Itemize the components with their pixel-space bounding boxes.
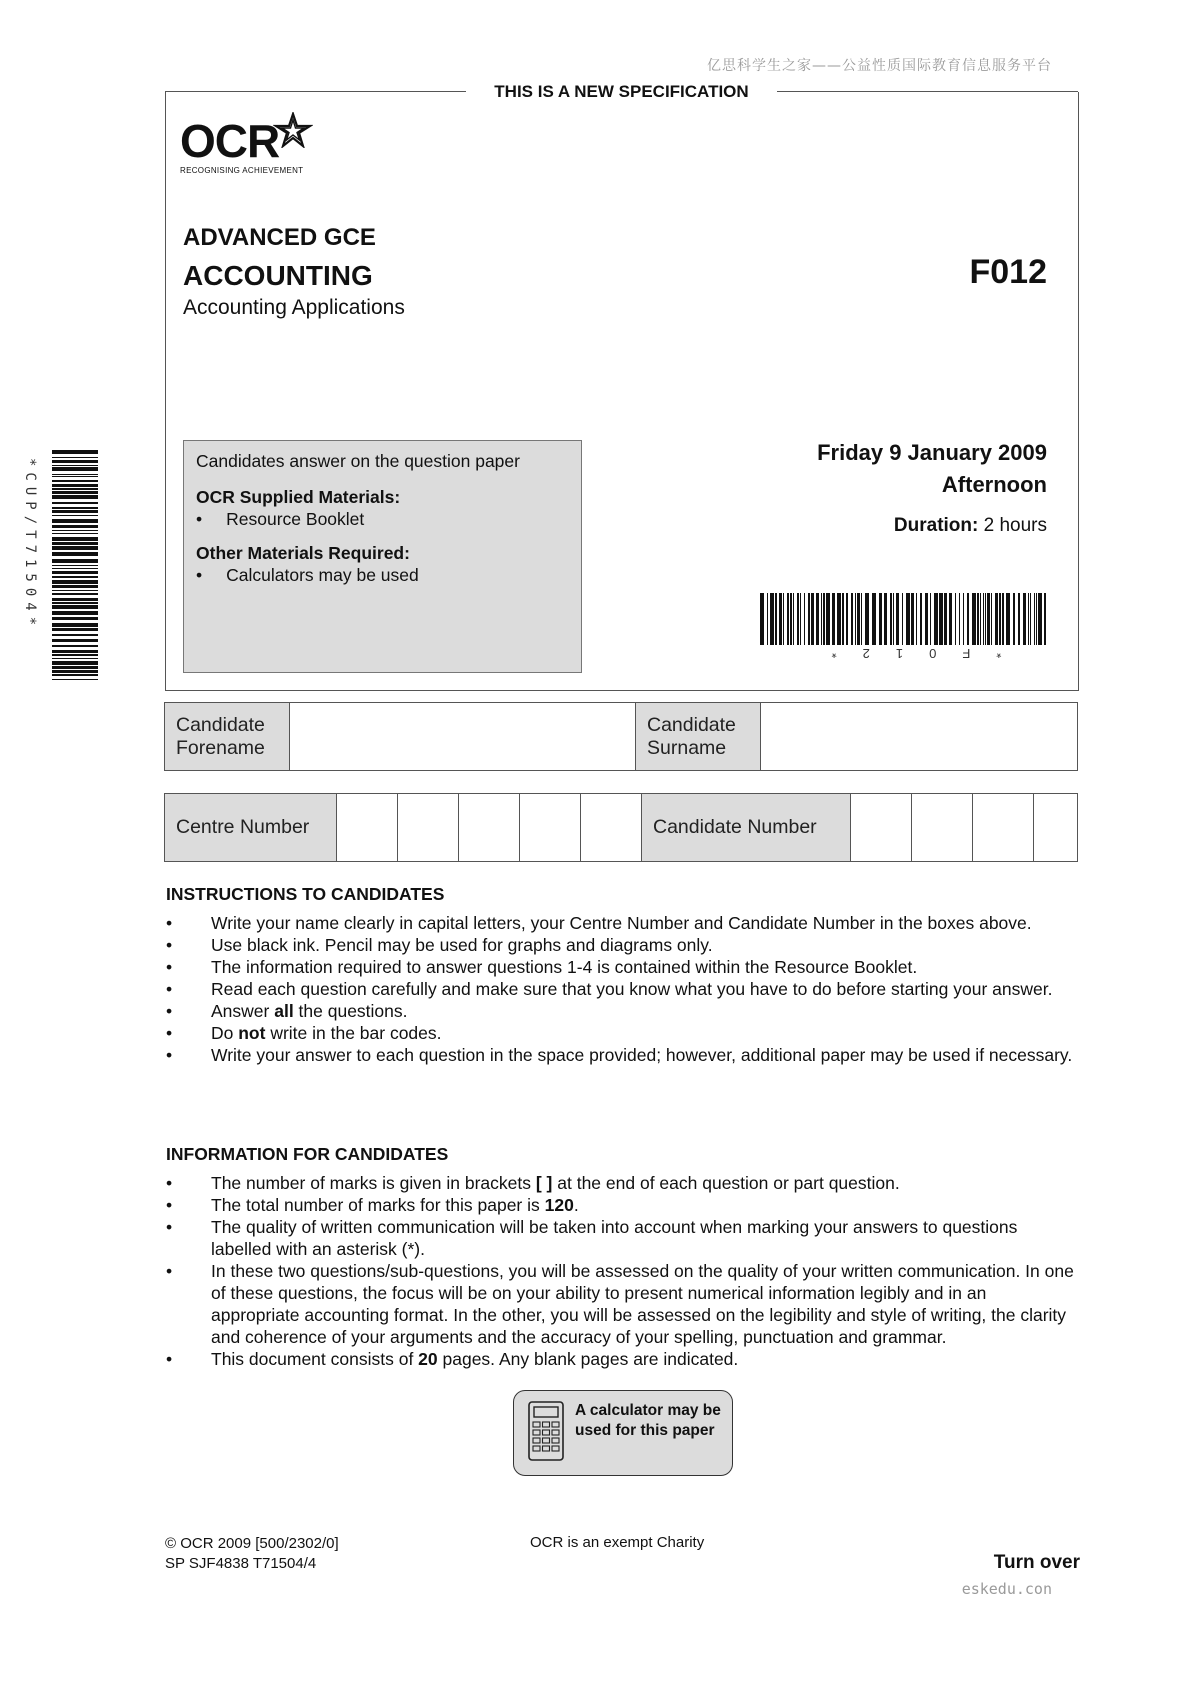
instruction-item: • Write your name clearly in capital letters, your Centre Number and Candidate Number in the boxes above. <box>166 913 1032 933</box>
barcode-bar <box>1038 593 1042 645</box>
barcode-bar <box>52 507 98 509</box>
barcode-bar <box>52 666 98 669</box>
instruction-item: • Answer all the questions. <box>166 1001 408 1021</box>
barcode-bar <box>52 474 98 475</box>
barcode-bar <box>890 593 892 645</box>
exam-date: Friday 9 January 2009 <box>817 440 1047 465</box>
surname-field[interactable] <box>761 703 1078 771</box>
instructions-heading: INSTRUCTIONS TO CANDIDATES <box>166 884 445 904</box>
barcode-bar <box>879 593 882 645</box>
barcode-bar <box>52 515 98 516</box>
candidate-number-table <box>164 793 1078 862</box>
unit-code: F012 <box>969 253 1047 291</box>
barcode-bar <box>1036 593 1037 645</box>
information-item: • The number of marks is given in brackets [ ] at the end of each question or part question. <box>166 1173 900 1193</box>
barcode-bar <box>52 571 98 574</box>
barcode-bar <box>1013 593 1015 645</box>
barcode-bar <box>1002 593 1004 645</box>
barcode-bar <box>52 590 98 591</box>
barcode-bar <box>52 598 98 601</box>
information-heading: INFORMATION FOR CANDIDATES <box>166 1144 449 1164</box>
barcode-bar <box>884 593 887 645</box>
barcode-bar <box>1023 593 1026 645</box>
instruction-item: • Read each question carefully and make sure that you know what you have to do before starting your answer. <box>166 979 1053 999</box>
barcode-bar <box>999 593 1001 645</box>
exam-level: ADVANCED GCE <box>183 224 376 251</box>
star-icon <box>273 112 313 148</box>
barcode-bar <box>52 530 98 531</box>
barcode-bar <box>52 661 98 665</box>
barcode-bar <box>52 495 98 499</box>
barcode-bar <box>963 593 964 645</box>
barcode-bar <box>916 593 917 645</box>
barcode-bar <box>52 476 98 477</box>
barcode-bar <box>52 488 98 490</box>
barcode-bar <box>52 623 98 627</box>
barcode-bar <box>1018 593 1020 645</box>
barcode-bar <box>972 593 976 645</box>
barcode-bar <box>893 593 894 645</box>
barcode-bar <box>811 593 814 645</box>
barcode-bar <box>52 450 98 454</box>
barcode-bar <box>983 593 984 645</box>
barcode-vertical <box>52 450 98 680</box>
barcode-bar <box>808 593 810 645</box>
barcode-bar <box>779 593 782 645</box>
spec-banner-text: THIS IS A NEW SPECIFICATION <box>466 82 776 101</box>
barcode-bar <box>52 484 98 487</box>
barcode-bar <box>991 593 992 645</box>
barcode-bar <box>52 525 98 528</box>
barcode-bar <box>955 593 956 645</box>
footer-left <box>165 1534 339 1574</box>
candidate-number-box[interactable] <box>973 794 1034 862</box>
required-item <box>196 565 419 586</box>
supplied-item <box>196 509 364 530</box>
barcode-bar <box>52 634 98 636</box>
barcode-bar <box>842 593 844 645</box>
barcode-bar <box>52 502 98 504</box>
barcode-bar <box>52 467 98 471</box>
barcode-bar <box>949 593 952 645</box>
centre-number-box[interactable] <box>520 794 581 862</box>
required-item-text: Calculators may be used <box>226 565 419 585</box>
barcode-bar <box>52 510 98 513</box>
candidate-name-table <box>164 702 1078 771</box>
barcode-bar <box>911 593 914 645</box>
barcode-bar <box>793 593 794 645</box>
barcode-bar <box>775 593 777 645</box>
barcode-bar <box>920 593 922 645</box>
barcode-bar <box>823 593 825 645</box>
centre-number-box[interactable] <box>581 794 642 862</box>
forename-field[interactable] <box>290 703 636 771</box>
barcode-bar <box>1006 593 1010 645</box>
surname-label: Candidate Surname <box>636 703 761 771</box>
materials-box <box>183 440 582 673</box>
exam-session: Afternoon <box>941 472 1047 497</box>
centre-number-box[interactable] <box>337 794 398 862</box>
barcode-bar <box>52 465 98 466</box>
barcode-bar <box>52 602 98 604</box>
calculator-note <box>513 1390 733 1476</box>
barcode-bar <box>783 593 784 645</box>
barcode-bar <box>1044 593 1046 645</box>
barcode-bar <box>52 576 98 578</box>
information-item: • The total number of marks for this paper is 120. <box>166 1195 579 1215</box>
barcode-bar <box>959 593 960 645</box>
barcode-bar <box>896 593 899 645</box>
barcode-bar <box>52 491 98 494</box>
barcode-bar <box>1034 593 1035 645</box>
centre-number-box[interactable] <box>459 794 520 862</box>
barcode-bar <box>52 611 98 615</box>
barcode-bar <box>872 593 876 645</box>
candidate-number-box[interactable] <box>912 794 973 862</box>
instructions-list <box>166 912 1076 1066</box>
turn-over: Turn over <box>993 1552 1080 1573</box>
barcode-bar <box>52 654 98 656</box>
instruction-item: • Use black ink. Pencil may be used for graphs and diagrams only. <box>166 935 713 955</box>
exam-subject: ACCOUNTING <box>183 260 373 291</box>
barcode-bar <box>934 593 938 645</box>
instruction-item: • Write your answer to each question in the space provided; however, additional paper may be used if necessary. <box>166 1045 1073 1065</box>
bullet: • <box>196 509 203 529</box>
barcode-bar <box>865 593 869 645</box>
barcode-bar <box>770 593 774 645</box>
candidate-number-label: Candidate Number <box>642 794 851 862</box>
required-heading: Other Materials Required: <box>196 543 410 563</box>
barcode-bar <box>767 593 768 645</box>
barcode-bar <box>980 593 981 645</box>
unit-title: Accounting Applications <box>183 296 405 319</box>
barcode-bar <box>52 605 98 609</box>
barcode-bar <box>790 593 792 645</box>
duration-label: Duration: <box>893 515 979 536</box>
barcode-bar <box>52 542 98 545</box>
barcode-bar <box>930 593 931 645</box>
supplied-heading: OCR Supplied Materials: <box>196 487 401 507</box>
barcode-bar <box>846 593 848 645</box>
barcode-bar <box>52 670 98 673</box>
ocr-logo-wordmark: OCR <box>180 118 313 164</box>
information-item: • In these two questions/sub-questions, you will be assessed on the quality of your written communication. In one of these questions, the focus will be on your ability to present numerical information legibly and in an appropriate accounting format. In the other, you will be assessed on the legibility and style of writing, the clarity and coherence of your arguments and the accuracy of your spelling, punctuation and grammar. <box>166 1261 1074 1347</box>
centre-number-box[interactable] <box>398 794 459 862</box>
barcode-bar <box>52 559 98 563</box>
barcode-bar <box>52 580 98 584</box>
barcode-bar <box>821 593 822 645</box>
ocr-logo <box>180 115 313 175</box>
barcode-bar <box>52 537 98 541</box>
barcode-bar <box>987 593 990 645</box>
barcode-bar <box>800 593 801 645</box>
spec-banner <box>165 82 1078 102</box>
barcode-bar <box>52 639 98 642</box>
candidate-number-box[interactable] <box>1034 794 1078 862</box>
barcode-bar <box>52 628 98 631</box>
forename-label: Candidate Forename <box>165 703 290 771</box>
barcode-bar <box>985 593 986 645</box>
barcode-bar <box>826 593 830 645</box>
barcode-bar <box>52 457 98 458</box>
watermark-top: 亿思科学生之家——公益性质国际教育信息服务平台 <box>707 58 1052 74</box>
barcode-bar <box>52 460 98 463</box>
duration <box>720 515 1047 537</box>
barcode-bar <box>52 568 98 569</box>
barcode-bar <box>832 593 835 645</box>
barcode-bar <box>977 593 979 645</box>
barcode-bar <box>52 674 98 676</box>
watermark-bottom: eskedu.con <box>961 1580 1052 1598</box>
barcode-bar <box>861 593 862 645</box>
barcode-bar <box>52 585 98 588</box>
duration-value: 2 hours <box>983 515 1047 536</box>
barcode-bar <box>939 593 943 645</box>
calculator-icon <box>528 1401 564 1461</box>
barcode-bar <box>52 519 98 523</box>
instruction-item: • The information required to answer questions 1-4 is contained within the Resource Booklet. <box>166 957 918 977</box>
barcode-bar <box>52 645 98 647</box>
barcode-bar <box>1028 593 1029 645</box>
barcode-bar <box>787 593 789 645</box>
barcode-bar <box>52 679 98 680</box>
bullet: • <box>196 565 203 585</box>
barcode-bar <box>816 593 819 645</box>
materials-intro: Candidates answer on the question paper <box>196 451 520 471</box>
barcode-bar <box>855 593 856 645</box>
calculator-note-text: A calculator may be used for this paper <box>575 1402 721 1439</box>
copyright: © OCR 2009 [500/2302/0] <box>165 1535 339 1552</box>
paper-reference: SP SJF4838 T71504/4 <box>165 1555 317 1572</box>
charity-note: OCR is an exempt Charity <box>530 1534 705 1551</box>
supplied-item-text: Resource Booklet <box>226 509 365 529</box>
barcode-bar <box>902 593 903 645</box>
barcode-bar <box>857 593 860 645</box>
barcode-bar <box>52 546 98 550</box>
barcode-horizontal-text: *F012* <box>805 646 1002 661</box>
barcode-bar <box>925 593 928 645</box>
barcode-bar <box>804 593 805 645</box>
barcode-bar <box>52 658 98 659</box>
barcode-bar <box>944 593 947 645</box>
instruction-item: • Do not write in the bar codes. <box>166 1023 442 1043</box>
barcode-bar <box>906 593 910 645</box>
barcode-bar <box>1030 593 1031 645</box>
barcode-bar <box>52 533 98 534</box>
information-item: • This document consists of 20 pages. Any blank pages are indicated. <box>166 1349 739 1369</box>
barcode-bar <box>837 593 841 645</box>
barcode-bar <box>52 565 98 566</box>
barcode-bar <box>52 617 98 620</box>
centre-number-label: Centre Number <box>165 794 337 862</box>
barcode-bar <box>967 593 969 645</box>
barcode-bar <box>851 593 853 645</box>
barcode-bar <box>52 650 98 653</box>
barcode-vertical-text: *CUP/T71504* <box>22 458 38 632</box>
barcode-bar <box>52 480 98 482</box>
barcode-horizontal <box>760 593 1047 645</box>
information-list <box>166 1172 1076 1370</box>
barcode-bar <box>52 552 98 556</box>
barcode-bar <box>797 593 799 645</box>
barcode-bar <box>52 593 98 595</box>
ocr-logo-tagline: RECOGNISING ACHIEVEMENT <box>180 166 304 175</box>
exam-date-block <box>720 437 1047 501</box>
barcode-bar <box>760 593 764 645</box>
barcode-bar <box>995 593 998 645</box>
information-item: • The quality of written communication will be taken into account when marking your answers to questions labelled with an asterisk (*). <box>166 1217 1018 1259</box>
candidate-number-box[interactable] <box>851 794 912 862</box>
